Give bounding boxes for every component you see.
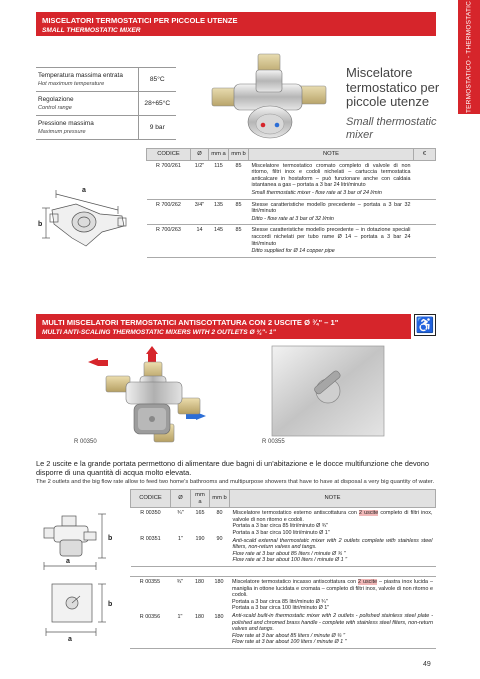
note-highlight: 2 uscite xyxy=(359,510,379,517)
cell-mm-b: 85 xyxy=(229,199,249,225)
dimension-a-label: a xyxy=(82,187,86,194)
cell-diameter: 3/4" xyxy=(191,199,209,225)
col-header-code: CODICE xyxy=(147,149,191,161)
category-side-tab xyxy=(458,0,480,114)
spec-label-it: Temperatura massima entrata xyxy=(38,71,123,79)
spec-value: 9 bar xyxy=(138,116,176,140)
cell-diameter: 1/2" xyxy=(191,160,209,199)
note-flow-2: Portata a 3 bar circa 100 litri/minuto Ø 1" xyxy=(232,605,330,612)
cell-code: R 700/263 xyxy=(147,225,191,257)
spec-label-it: Pressione massima xyxy=(38,119,94,127)
cell-note xyxy=(230,508,436,567)
col-header-diameter: Ø xyxy=(191,149,209,161)
spec-value: 28÷65°C xyxy=(138,92,176,116)
caption-right: R 00355 xyxy=(262,439,285,445)
cell-mm-a: 135 xyxy=(209,199,229,225)
table-header-row xyxy=(147,149,436,161)
cell-code: R 700/261 xyxy=(147,160,191,199)
note-flow-1: Portata a 3 bar circa 85 litri/minuto Ø ¾" xyxy=(232,523,329,530)
col-header-mm-a: mm a xyxy=(209,149,229,161)
spec-label-en: Control range xyxy=(38,104,72,111)
external-multi-mixer-photo xyxy=(86,346,222,448)
cell-mm-a: 115 xyxy=(209,160,229,199)
cell-mm-b: 85 xyxy=(229,160,249,199)
cell-note-it: Miscelatore termostatico cromato completo di valvole di non ritorno, filtri inox e codoli nichelati – cartuccia termostatica anticalcare in hostaform – può funzionare anche con caldaia istantanea a gas – portata a 3 bar 24 litri/minuto xyxy=(251,162,411,189)
cell-note xyxy=(229,577,436,649)
cell-mm-a: 180 xyxy=(190,577,209,613)
cell-diameter: ¾" xyxy=(170,577,190,613)
cell-code: R 00356 xyxy=(130,612,170,648)
section2-title-it: MULTI MISCELATORI TERMOSTATICI ANTISCOTTATURA CON 2 USCITE Ø ¾" – 1" xyxy=(42,318,339,327)
cell-mm-b: 85 xyxy=(229,225,249,257)
col-header-mm-b: mm b xyxy=(229,149,249,161)
col-header-note: NOTE xyxy=(249,149,414,161)
cell-diameter: 1" xyxy=(171,534,191,567)
cell-mm-b: 180 xyxy=(209,577,229,613)
table-row xyxy=(130,577,436,613)
note-en-flow-1: Flow rate at 3 bar about 85 liters / minute Ø ¾ " xyxy=(232,550,346,557)
cell-diameter: ¾" xyxy=(177,510,184,517)
cell-code: R 00351 xyxy=(131,534,171,567)
product-table-small-mixer xyxy=(146,148,436,258)
cell-price xyxy=(414,160,436,199)
cell-price xyxy=(414,225,436,257)
dimension-a-label-2: a xyxy=(66,558,70,565)
section1-title-it: MISCELATORI TERMOSTATICI PER PICCOLE UTENZE xyxy=(42,16,238,25)
spec-row xyxy=(36,116,176,140)
note-text-it: Miscelatore termostatico incasso antiscottatura con xyxy=(232,579,359,585)
cell-note-en: Ditto - flow rate at 3 bar of 32 l/min xyxy=(251,215,334,222)
cell-mm-a: 145 xyxy=(209,225,229,257)
col-header-mm-b: mm b xyxy=(210,490,230,508)
dimension-b-label-2: b xyxy=(108,535,113,542)
note-text-it: Miscelatore termostatico esterno antiscottatura con xyxy=(232,510,360,517)
table-row xyxy=(147,199,436,225)
cell-note-en: Ditto supplied for Ø 14 copper pipe xyxy=(251,248,335,255)
table-row xyxy=(147,160,436,199)
dimension-a-label-3: a xyxy=(68,636,72,642)
col-header-code: CODICE xyxy=(131,490,171,508)
col-header-mm-a: mm a xyxy=(191,490,210,508)
spec-row xyxy=(36,92,176,116)
note-flow-2: Portata a 3 bar circa 100 litri/minuto Ø 1" xyxy=(232,529,330,536)
note-en-flow-1: Flow rate at 3 bar about 85 liters / minute Ø ¾ " xyxy=(232,632,346,639)
small-mixer-photo xyxy=(208,52,330,144)
cell-code: R 700/262 xyxy=(147,199,191,225)
note-text-it-cont: – piastra inox lucida – maniglia in ottone lucidata e cromata – completo di filtri inox, valvole di non ritorno e codoli. xyxy=(232,579,434,599)
cell-code: R 00350 xyxy=(140,510,161,517)
col-header-note: NOTE xyxy=(230,490,436,508)
spec-label-en: Hot maximum temperature xyxy=(38,80,105,87)
section2-header xyxy=(36,314,411,339)
section2-intro-it: Le 2 uscite e la grande portata permettono di alimentare due bagni di un'abitazione e le docce multifunzione che devono disporre di una quantità di acqua molto elevata. xyxy=(36,459,429,478)
section2-title-en: MULTI ANTI-SCALING THERMOSTATIC MIXERS WITH 2 OUTLETS Ø ¾"- 1" xyxy=(42,329,276,336)
spec-label-it: Regolazione xyxy=(38,95,74,103)
note-text-en: Anti-scald built-in thermostatic mixer with 2 outlets - polished stainless steel plate - polished and chromed brass handle - complete with stainless steel filters, non-return valves and tangs. xyxy=(232,612,433,633)
note-text-it-cont: completo di filtri inox, valvole di non ritorno e codoli. xyxy=(232,510,433,523)
product-table-built-in-mixer xyxy=(130,576,436,649)
product-title-it: Miscelatore termostatico per piccole utenze xyxy=(346,65,440,109)
cell-mm-b: 90 xyxy=(210,534,230,567)
cell-mm-b: 180 xyxy=(209,612,229,648)
table-header-row xyxy=(131,490,436,508)
table-row xyxy=(147,225,436,257)
cell-mm-a: 180 xyxy=(190,612,209,648)
caption-left: R 00350 xyxy=(74,439,97,445)
spec-row xyxy=(36,68,176,92)
cell-note-it: Stesse caratteristiche modello precedente – in dotazione speciali raccordi nichelati per tubo rame Ø 14 – portata a 3 bar 24 litri/minuto xyxy=(251,227,411,247)
cell-price xyxy=(414,199,436,225)
product-title xyxy=(346,66,446,142)
product-title-en: Small thermostatic mixer xyxy=(346,115,437,141)
cell-diameter: 1" xyxy=(170,612,190,648)
note-flow-1: Portata a 3 bar circa 85 litri/minuto Ø ¾" xyxy=(232,598,328,605)
external-mixer-drawing xyxy=(36,510,128,572)
category-side-tab-label: TERMOSTATICO - THERMOSTATIC xyxy=(465,0,473,114)
cell-code: R 00355 xyxy=(130,577,170,613)
note-text-en: Anti-scald external thermostatic mixer with 2 outlets complete with stainless steel filters, non-return valves and tangs. xyxy=(232,537,433,551)
col-header-diameter: Ø xyxy=(171,490,191,508)
dimension-b-label: b xyxy=(38,221,43,228)
dimension-b-label-3: b xyxy=(108,601,113,608)
small-mixer-drawing xyxy=(36,180,142,254)
page-number: 49 xyxy=(423,661,431,668)
product-table-external-mixer xyxy=(130,489,436,567)
section1-header xyxy=(36,12,436,36)
cell-mm-a: 190 xyxy=(191,534,210,567)
built-in-mixer-plate-photo xyxy=(258,342,386,448)
cell-note-en: Small thermostatic mixer - flow rate at 3 bar of 24 l/min xyxy=(251,189,382,196)
table-row xyxy=(131,508,436,534)
spec-label-en: Maximum pressure xyxy=(38,128,86,135)
note-en-flow-2: Flow rate at 3 bar about 100 liters / minute Ø 1 " xyxy=(232,639,347,646)
accessibility-icon: ♿ xyxy=(414,314,436,336)
cell-mm-b: 80 xyxy=(216,510,223,517)
note-highlight: 2 uscite xyxy=(358,579,378,585)
col-header-price: € xyxy=(414,149,436,161)
spec-value: 85°C xyxy=(138,68,176,92)
spec-table xyxy=(36,67,176,140)
cell-note-it: Stesse caratteristiche modello precedente – portata a 3 bar 32 litri/minuto xyxy=(251,201,411,215)
section1-title-en: SMALL THERMOSTATIC MIXER xyxy=(42,27,141,34)
built-in-mixer-drawing xyxy=(36,580,128,642)
note-en-flow-2: Flow rate at 3 bar about 100 liters / minute Ø 1 " xyxy=(232,557,348,564)
cell-diameter: 14 xyxy=(191,225,209,257)
section2-intro-en: The 2 outlets and the big flow rate allow to feed two home's bathrooms and multipurpose showers that have to have at disposal a very big quantity of water. xyxy=(36,479,435,485)
cell-mm-a: 165 xyxy=(195,510,205,517)
